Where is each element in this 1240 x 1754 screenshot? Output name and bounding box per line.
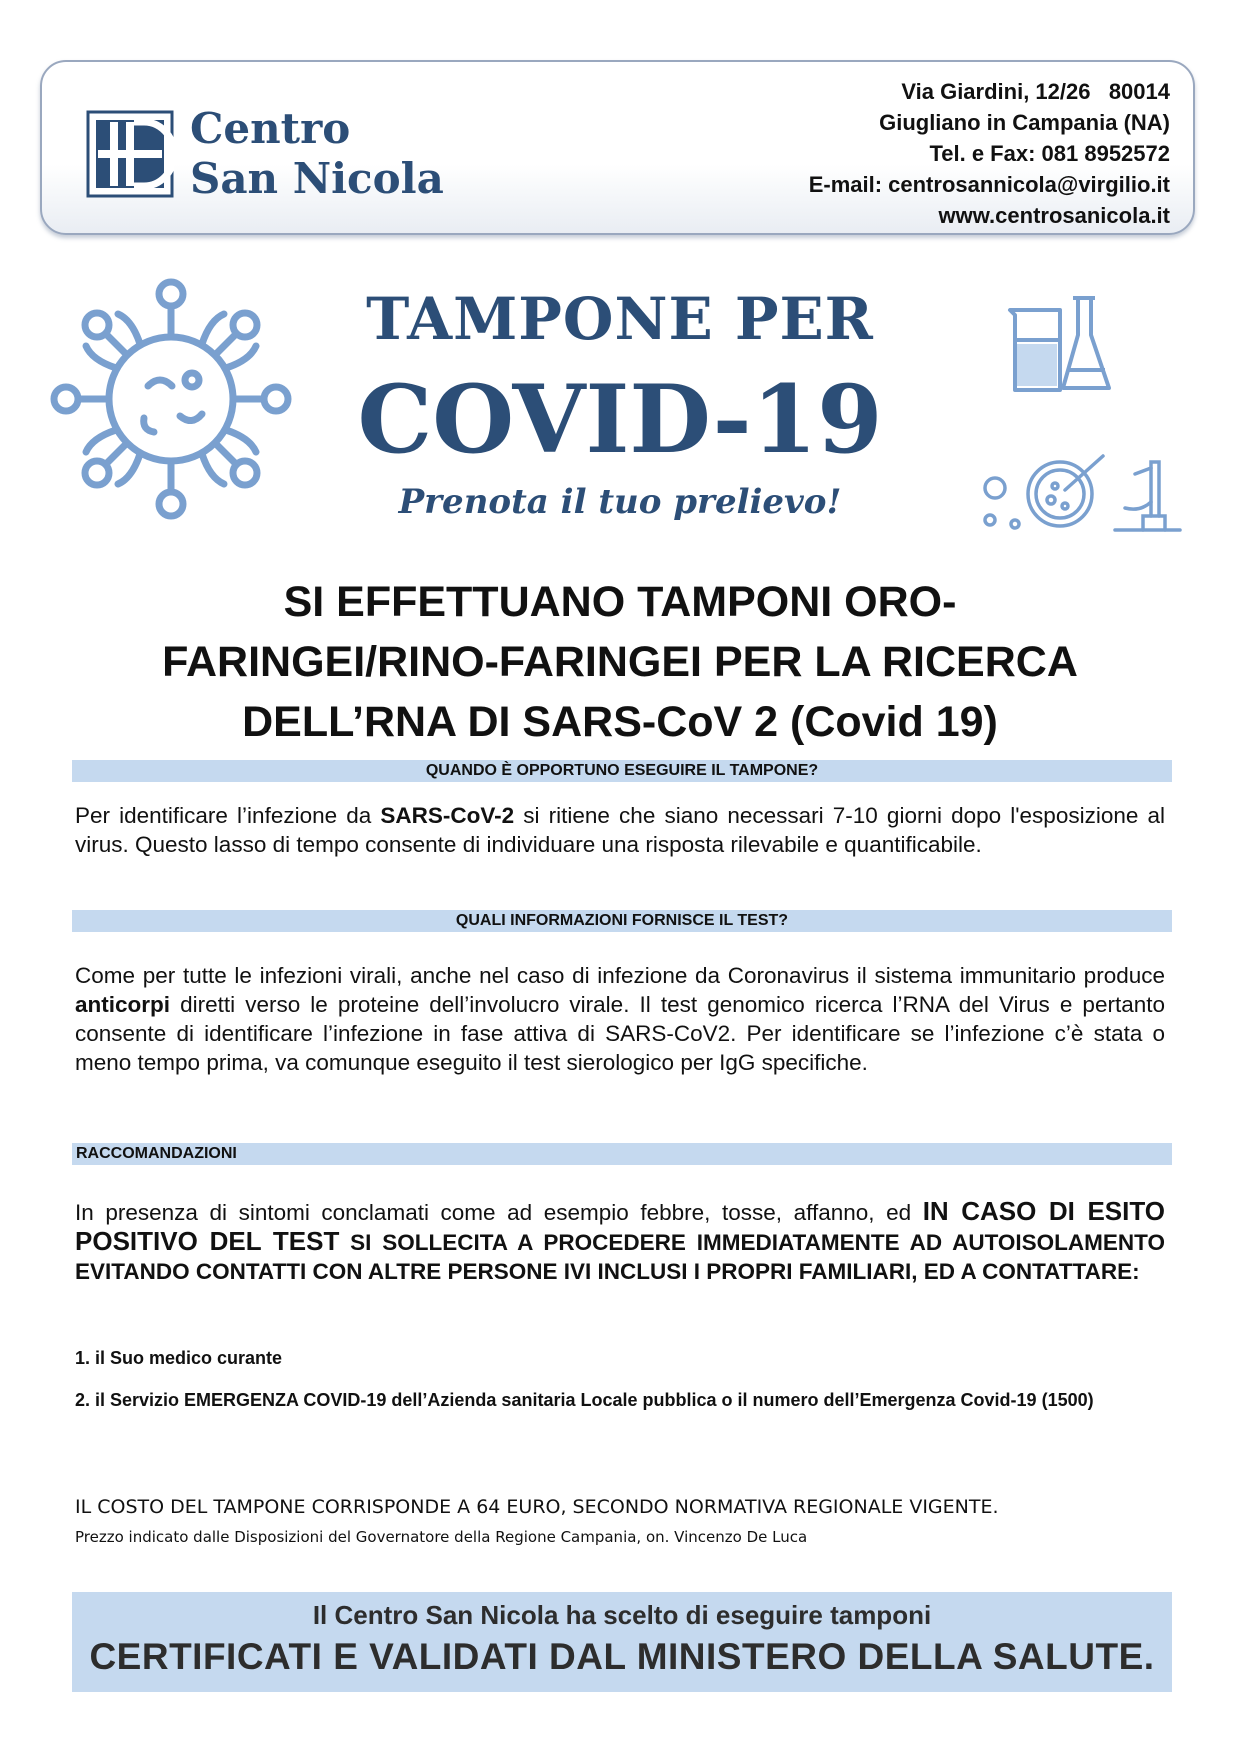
text-fragment: si ritiene che siano necessari 7-10 giorni dopo l'esposizione al virus. Questo lasso di tempo consente di individuare una risposta rilevabile e quantificabile. bbox=[75, 803, 1165, 857]
centro-san-nicola-logo-icon bbox=[86, 110, 174, 198]
text-bold-fragment: SARS-CoV-2 bbox=[380, 803, 515, 828]
logo-line2: San Nicola bbox=[190, 154, 444, 203]
section-heading-when: QUANDO È OPPORTUNO ESEGUIRE IL TAMPONE? bbox=[72, 760, 1172, 782]
contact-block bbox=[809, 76, 1170, 231]
text-caps-fragment: SI SOLLECITA A PROCEDERE IMMEDIATAMENTE AD AUTOISOLAMENTO EVITANDO CONTATTI CON ALTRE PERSONE IVI INCLUSI I PROPRI FAMILIARI, ED A CONTATTARE: bbox=[75, 1230, 1165, 1284]
logo-line1: Centro bbox=[190, 104, 351, 153]
text-fragment: In presenza di sintomi conclamati come ad esempio febbre, tosse, affanno, ed bbox=[75, 1200, 923, 1225]
main-headline bbox=[60, 572, 1180, 752]
text-bold-fragment: anticorpi bbox=[75, 992, 171, 1017]
footer-line1: Il Centro San Nicola ha scelto di eseguire tamponi bbox=[312, 1600, 932, 1630]
email-address: E-mail: centrosannicola@virgilio.it bbox=[808, 172, 1170, 197]
text-fragment: diretti verso le proteine dell’involucro virale. Il test genomico ricerca l’RNA del Virus e pertanto consente di identificare l’infezione in fase attiva di SARS-CoV2. Per identificare se l’infezione c’è stata o meno tempo prima, va comunque eseguito il test sierologico per IgG specifiche. bbox=[75, 992, 1165, 1075]
section-text-recommendations bbox=[75, 1197, 1165, 1286]
headline-line3: DELL’RNA DI SARS-CoV 2 (Covid 19) bbox=[242, 698, 998, 746]
list-item: 1. il Suo medico curante bbox=[75, 1348, 283, 1368]
website-link: www.centrosanicola.it bbox=[938, 203, 1170, 228]
footer-banner bbox=[72, 1592, 1172, 1692]
cost-note: Prezzo indicato dalle Disposizioni del Governatore della Regione Campania, on. Vincenzo De Luca bbox=[75, 1528, 808, 1546]
list-item: 2. il Servizio EMERGENZA COVID-19 dell’Azienda sanitaria Locale pubblica o il numero dell’Emergenza Covid-19 (1500) bbox=[75, 1390, 1094, 1410]
text-fragment: Come per tutte le infezioni virali, anche nel caso di infezione da Coronavirus il sistema immunitario produce bbox=[75, 963, 1165, 988]
address-line1: Via Giardini, 12/26 80014 bbox=[901, 79, 1170, 104]
logo-wordmark bbox=[190, 104, 444, 204]
hero-subtitle: Prenota il tuo prelievo! bbox=[398, 482, 842, 522]
lab-beakers-icon bbox=[1005, 290, 1120, 400]
phone-number: Tel. e Fax: 081 8952572 bbox=[929, 141, 1170, 166]
text-fragment: Per identificare l’infezione da bbox=[75, 803, 381, 828]
section-text-info bbox=[75, 961, 1165, 1077]
hero-title-line1: TAMPONE PER bbox=[366, 285, 874, 353]
section-heading-info: QUALI INFORMAZIONI FORNISCE IL TEST? bbox=[72, 910, 1172, 932]
footer-line2: CERTIFICATI E VALIDATI DAL MINISTERO DELLA SALUTE. bbox=[89, 1636, 1155, 1677]
section-heading-recommendations: RACCOMANDAZIONI bbox=[72, 1143, 1172, 1165]
laboratory-equipment-icon bbox=[975, 450, 1185, 540]
address-line2: Giugliano in Campania (NA) bbox=[879, 110, 1170, 135]
hero-title-line2: COVID-19 bbox=[357, 365, 883, 475]
text-emphasis-fragment: IN CASO DI ESITO POSITIVO DEL TEST bbox=[75, 1196, 1165, 1256]
headline-line1: SI EFFETTUANO TAMPONI ORO- bbox=[283, 578, 957, 626]
cost-statement: IL COSTO DEL TAMPONE CORRISPONDE A 64 EURO, SECONDO NORMATIVA REGIONALE VIGENTE. bbox=[75, 1496, 999, 1518]
headline-line2: FARINGEI/RINO-FARINGEI PER LA RICERCA bbox=[162, 638, 1078, 686]
section-text-when bbox=[75, 801, 1165, 859]
